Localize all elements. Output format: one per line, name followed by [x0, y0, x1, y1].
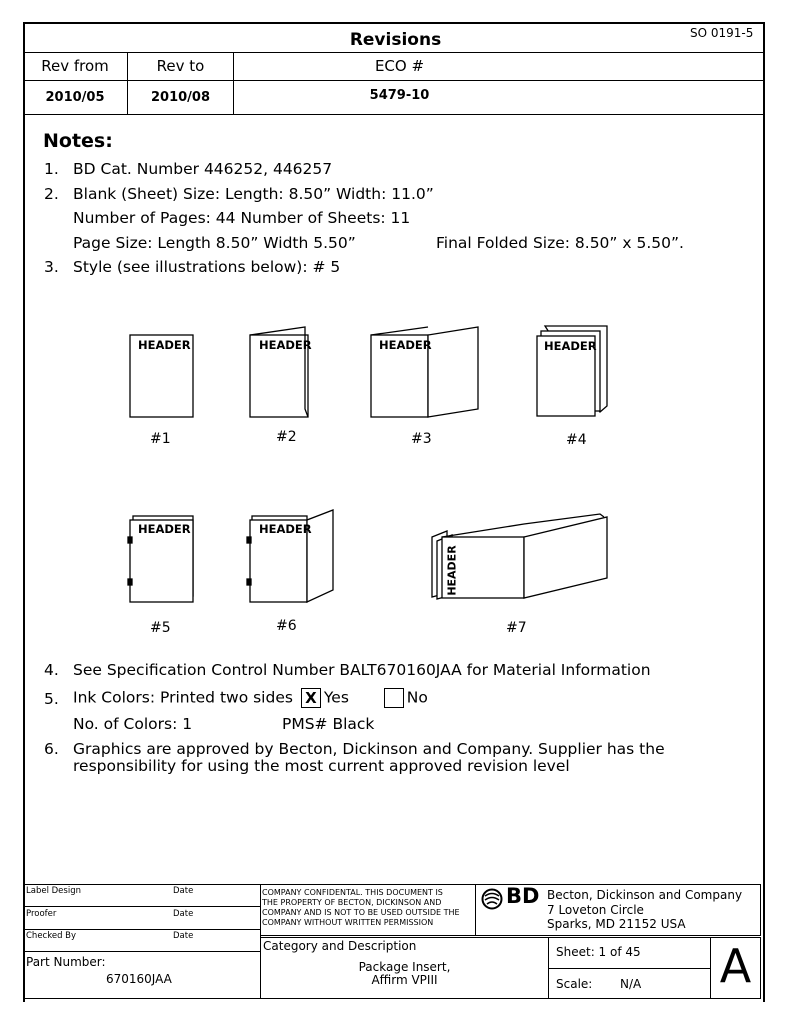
note-6-number: 6. — [44, 740, 59, 758]
description — [260, 961, 549, 987]
rev-to-value: 2010/08 — [150, 90, 211, 105]
note-3-text: Style (see illustrations below): # 5 — [73, 258, 341, 276]
confidential-line-1: COMPANY CONFIDENTAL. THIS DOCUMENT IS — [262, 888, 443, 897]
signoff-line-2 — [23, 929, 261, 930]
note-6-line-2: responsibility for using the most current approved revision level — [73, 757, 570, 775]
style-3-header: HEADER — [379, 338, 432, 352]
revision-letter: A — [719, 939, 752, 993]
proofer-label: Proofer — [26, 909, 57, 919]
style-4-header: HEADER — [544, 339, 597, 353]
description-line-1: Package Insert, — [358, 960, 451, 974]
label-design-date: Date — [173, 886, 194, 896]
scale-label: Scale: — [556, 977, 593, 991]
part-number-label: Part Number: — [26, 955, 106, 969]
style-5-label: #5 — [150, 620, 171, 636]
confidential-notice — [262, 888, 460, 928]
bd-logo-text: BD — [506, 884, 540, 908]
no-label: No — [406, 688, 428, 707]
pms-color: PMS# Black — [282, 715, 375, 733]
confidential-line-3: COMPANY AND IS NOT TO BE USED OUTSIDE THE — [262, 908, 460, 917]
label-design-label: Label Design — [26, 886, 81, 896]
note-6-line-1: Graphics are approved by Becton, Dickinson and Company. Supplier has the — [73, 740, 665, 758]
style-4-label: #4 — [566, 432, 587, 448]
no-checkbox[interactable] — [384, 688, 404, 708]
revisions-title: Revisions — [349, 30, 442, 50]
rev-from-header: Rev from — [41, 57, 109, 75]
eco-value: 5479-10 — [369, 88, 430, 103]
note-3-number: 3. — [44, 258, 59, 276]
sheet-count: Sheet: 1 of 45 — [556, 945, 641, 959]
style-6-staple-1 — [247, 537, 251, 543]
style-3-label: #3 — [411, 431, 432, 447]
note-4-text: See Specification Control Number BALT670160JAA for Material Information — [73, 661, 651, 679]
style-5-header: HEADER — [138, 522, 191, 536]
style-2-header: HEADER — [259, 338, 312, 352]
company-street: 7 Loveton Circle — [547, 902, 644, 917]
bd-logo-icon — [481, 888, 503, 910]
note-5-number: 5. — [44, 690, 59, 708]
note-4-number: 4. — [44, 661, 59, 679]
part-number: 670160JAA — [106, 972, 172, 986]
checked-by-date: Date — [173, 931, 194, 941]
yes-checkbox[interactable]: X — [301, 688, 321, 708]
note-2-line-2: Number of Pages: 44 Number of Sheets: 11 — [73, 209, 411, 227]
company-city: Sparks, MD 21152 USA — [547, 917, 686, 931]
note-2-line-1: Blank (Sheet) Size: Length: 8.50” Width: 11.0” — [73, 185, 434, 203]
style-6-header: HEADER — [259, 522, 312, 536]
company-address — [547, 888, 742, 932]
proofer-date: Date — [173, 909, 194, 919]
confidential-line-2: THE PROPERTY OF BECTON, DICKINSON AND — [262, 898, 442, 907]
style-1-label: #1 — [150, 431, 171, 447]
style-7-panel — [524, 517, 607, 598]
style-6-label: #6 — [276, 618, 297, 634]
style-3-top — [371, 327, 428, 335]
style-6-staple-2 — [247, 579, 251, 585]
note-2-line-3b: Final Folded Size: 8.50” x 5.50”. — [436, 234, 684, 252]
description-line-2: Affirm VPIII — [371, 973, 438, 987]
checked-by-label: Checked By — [26, 931, 77, 941]
style-2-label: #2 — [276, 429, 297, 445]
document-number: SO 0191-5 — [690, 26, 754, 40]
style-7-header: HEADER — [445, 545, 459, 596]
category-label: Category and Description — [263, 939, 417, 953]
signoff-line-3 — [23, 951, 261, 952]
note-2-number: 2. — [44, 185, 59, 203]
confidential-line-4: COMPANY WITHOUT WRITTEN PERMISSION — [262, 918, 434, 927]
style-3-panel — [428, 327, 478, 417]
note-5-line — [73, 688, 428, 708]
yes-label: Yes — [323, 688, 349, 707]
note-1-number: 1. — [44, 160, 59, 178]
style-7-label: #7 — [506, 620, 527, 636]
rev-from-value: 2010/05 — [45, 90, 105, 105]
ink-colors-label: Ink Colors: Printed two sides — [73, 688, 293, 707]
style-5-staple-1 — [128, 537, 132, 543]
signoff-line-1 — [23, 906, 261, 907]
style-1-header: HEADER — [138, 338, 191, 352]
note-2-line-3a: Page Size: Length 8.50” Width 5.50” — [73, 234, 356, 252]
company-name: Becton, Dickinson and Company — [547, 888, 743, 902]
style-5-staple-2 — [128, 579, 132, 585]
eco-header: ECO # — [374, 57, 425, 75]
note-1-text: BD Cat. Number 446252, 446257 — [73, 160, 333, 178]
scale-value: N/A — [620, 977, 642, 991]
no-of-colors: No. of Colors: 1 — [73, 715, 193, 733]
rev-to-header: Rev to — [156, 57, 205, 75]
sheet-divider — [548, 968, 710, 969]
notes-title: Notes: — [43, 130, 113, 152]
